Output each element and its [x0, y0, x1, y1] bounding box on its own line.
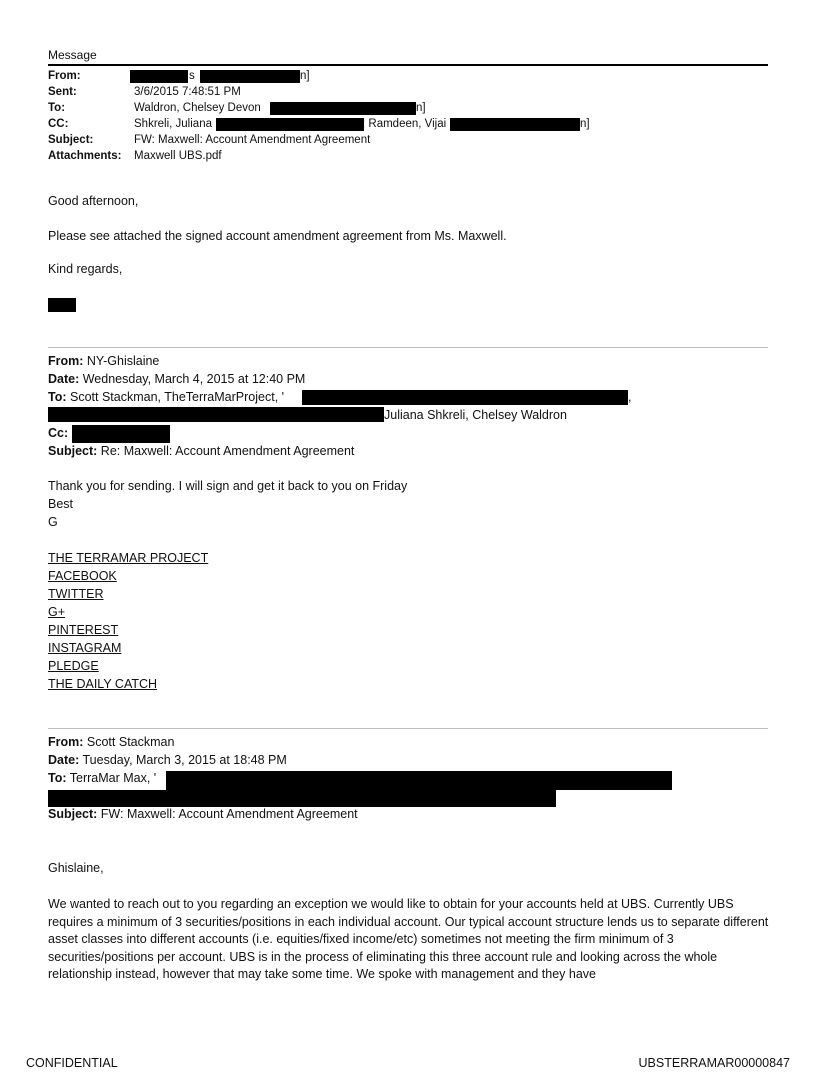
email2-to	[48, 390, 284, 404]
cc-label: CC:	[48, 118, 69, 130]
redaction-block	[302, 390, 628, 405]
from-label: From:	[48, 70, 81, 82]
email3-date-label: Date:	[48, 753, 80, 767]
section-divider	[48, 728, 768, 729]
attachment-link[interactable]: Maxwell UBS.pdf	[134, 150, 222, 162]
link-google-plus[interactable]: G+	[48, 605, 66, 619]
message-title: Message	[48, 48, 97, 62]
email2-body-line: G	[48, 515, 58, 529]
redaction-block	[48, 407, 384, 422]
to-label: To:	[48, 102, 66, 114]
link-daily-catch[interactable]: THE DAILY CATCH	[48, 677, 158, 691]
from-value: s	[189, 70, 195, 82]
to-value: Waldron, Chelsey Devon	[134, 102, 261, 114]
signature-redaction	[48, 298, 76, 312]
redaction-block	[48, 790, 556, 807]
email2-to-line2: Juliana Shkreli, Chelsey Waldron	[384, 408, 567, 422]
email3-date-value: Tuesday, March 3, 2015 at 18:48 PM	[79, 753, 287, 767]
email3-greeting: Ghislaine,	[48, 861, 104, 875]
subject-value: FW: Maxwell: Account Amendment Agreement	[134, 134, 371, 146]
redaction-block	[216, 118, 364, 131]
to-suffix: n]	[416, 102, 426, 114]
email1-closing: Kind regards,	[48, 262, 123, 276]
email3-subject	[48, 807, 358, 821]
link-pinterest[interactable]: PINTEREST	[48, 623, 119, 637]
email3-to-value: TerraMar Max, '	[66, 771, 157, 785]
email2-to-value: Scott Stackman, TheTerraMarProject, '	[66, 390, 285, 404]
header-rule	[48, 64, 768, 66]
link-terramar-project[interactable]: THE TERRAMAR PROJECT	[48, 551, 209, 565]
link-instagram[interactable]: INSTAGRAM	[48, 641, 122, 655]
email2-date	[48, 372, 305, 386]
cc-value: Shkreli, Juliana	[134, 118, 212, 130]
cc-value-2: ; Ramdeen, Vijai	[362, 118, 447, 130]
footer-confidential: CONFIDENTIAL	[26, 1056, 118, 1070]
email2-from-label: From:	[48, 354, 84, 368]
email2-subject	[48, 444, 354, 458]
email2-from	[48, 354, 159, 368]
redaction-block	[166, 771, 672, 790]
cc-suffix: n]	[580, 118, 590, 130]
link-pledge[interactable]: PLEDGE	[48, 659, 99, 673]
email2-to-label: To:	[48, 390, 67, 404]
email3-from-value: Scott Stackman	[83, 735, 175, 749]
email1-body: Please see attached the signed account amendment agreement from Ms. Maxwell.	[48, 229, 507, 243]
email3-from	[48, 735, 174, 749]
attachments-label: Attachments:	[48, 150, 122, 162]
sent-label: Sent:	[48, 86, 77, 98]
email2-date-label: Date:	[48, 372, 80, 386]
sent-value: 3/6/2015 7:48:51 PM	[134, 86, 241, 98]
email3-to-label: To:	[48, 771, 67, 785]
link-twitter[interactable]: TWITTER	[48, 587, 104, 601]
email3-subject-label: Subject:	[48, 807, 98, 821]
email1-greeting: Good afternoon,	[48, 194, 139, 208]
redaction-block	[72, 425, 170, 443]
subject-label: Subject:	[48, 134, 94, 146]
redaction-block	[130, 70, 188, 83]
email3-date	[48, 753, 287, 767]
email3-body: We wanted to reach out to you regarding an exception we would like to obtain for your accounts held at UBS. Currently UBS requires a minimum of 3 securities/positions in each individual account. Our typical account structure lends us to separate different asset classes into different accounts (i.e. equities/fixed income/etc) sometimes not meeting the firm minimum of 3 securities/positions per account. UBS is in the process of eliminating this three account rule and looking across the whole relationship instead, however that may take some time. We spoke with management and they have	[48, 897, 769, 981]
redaction-block	[200, 70, 300, 83]
email2-subject-label: Subject:	[48, 444, 98, 458]
email2-body-line: Best	[48, 497, 74, 511]
email3-to	[48, 771, 156, 785]
email2-cc-label: Cc:	[48, 426, 69, 440]
email2-to-comma: ,	[628, 390, 632, 404]
email3-subject-value: FW: Maxwell: Account Amendment Agreement	[97, 807, 358, 821]
link-facebook[interactable]: FACEBOOK	[48, 569, 117, 583]
email2-subject-value: Re: Maxwell: Account Amendment Agreement	[97, 444, 355, 458]
email2-body-line: Thank you for sending. I will sign and get it back to you on Friday	[48, 479, 408, 493]
redaction-block	[270, 102, 416, 115]
email2-from-value: NY-Ghislaine	[83, 354, 160, 368]
email2-date-value: Wednesday, March 4, 2015 at 12:40 PM	[79, 372, 306, 386]
from-suffix: n]	[300, 70, 310, 82]
section-divider	[48, 347, 768, 348]
email3-from-label: From:	[48, 735, 84, 749]
footer-bates-number: UBSTERRAMAR00000847	[638, 1056, 790, 1070]
redaction-block	[450, 118, 580, 131]
